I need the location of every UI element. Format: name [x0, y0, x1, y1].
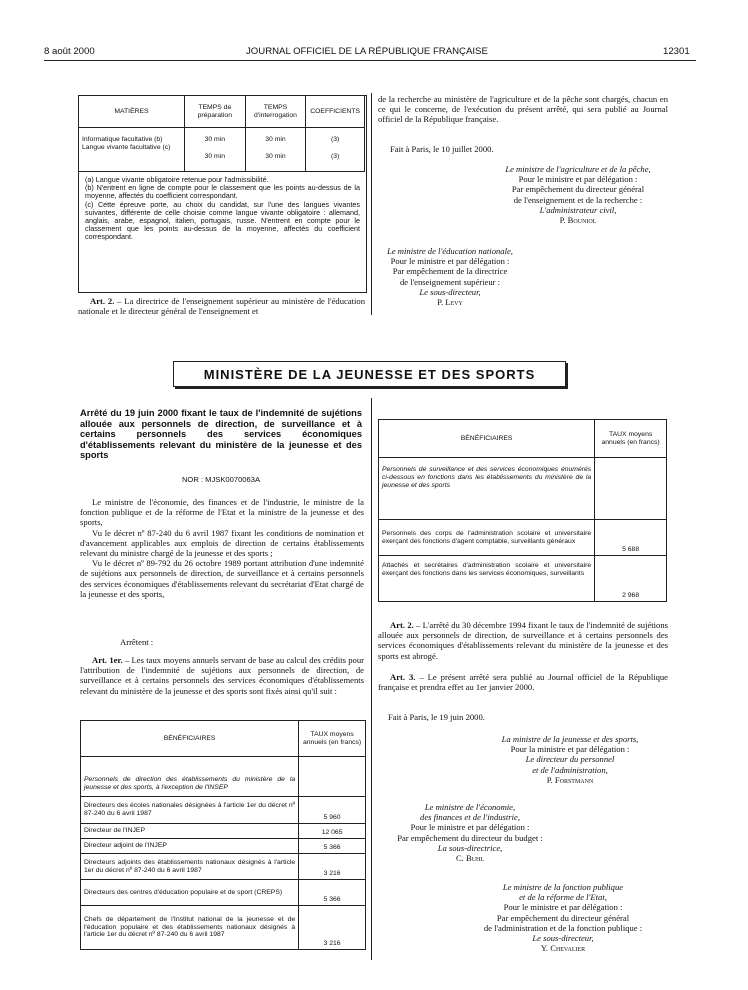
exam-prep: 30 min: [204, 152, 225, 160]
signatory-line: Pour le ministre et par délégation :: [503, 902, 623, 913]
table2-value: 2 968: [595, 556, 667, 602]
signatory-line: Pour la ministre et par délégation :: [510, 744, 630, 755]
exam-row: [79, 128, 365, 172]
journal-title: JOURNAL OFFICIEL DE LA RÉPUBLIQUE FRANÇAISE: [246, 46, 488, 57]
signatory-title: et de la réforme de l'Etat,: [519, 892, 607, 903]
article-label: Art. 2.: [390, 620, 414, 630]
done-paris-1: Fait à Paris, le 10 juillet 2000.: [390, 144, 494, 154]
article-text: – La directrice de l'enseignement supérieur au ministère de l'éducation nationale et le directeur général de l'enseignement et: [78, 296, 366, 317]
ministry-banner-text: MINISTÈRE DE LA JEUNESSE ET DES SPORTS: [203, 366, 536, 382]
exam-header-preparation: TEMPS de préparation: [184, 96, 245, 128]
signatory-line: Par empêchement du directeur général: [511, 184, 645, 195]
table1-value: 5 366: [299, 839, 366, 854]
signatory-line: Pour le ministre et par délégation :: [518, 174, 638, 185]
table1-section: Personnels de direction des établissements du ministère de la jeunesse et des sports, à l'exception de l'INSEP: [81, 757, 299, 797]
table-row: [379, 556, 667, 602]
signatory-role: Le sous-directeur,: [532, 933, 594, 944]
signature-fonction-publique: [458, 882, 668, 953]
table1-label: Directeurs des écoles nationales désignées à l'article 1er du décret nº 87-240 du 6 avril 1987: [81, 797, 299, 824]
signatory-name: P. Forstmann: [546, 774, 594, 785]
table1-value: 3 216: [299, 854, 366, 880]
signature-agriculture: [478, 164, 678, 225]
arrete-title: Arrêté du 19 juin 2000 fixant le taux de l'indemnité de sujétions allouée aux personnels de direction, de surveillance et à certains personnels des services économiques d'établissements relevant du ministère de la jeunesse et des sports: [80, 408, 362, 461]
table-row: [81, 839, 366, 854]
table2-value: 5 688: [595, 520, 667, 556]
article-label: Art. 3.: [390, 672, 416, 682]
table-row: [81, 880, 366, 906]
signatory-line: Pour le ministre et par délégation :: [390, 256, 510, 267]
signatory-title: Le ministre de l'éducation nationale,: [387, 246, 513, 256]
exam-note: (a) Langue vivante obligatoire retenue pour l'admissibilité.: [85, 175, 269, 184]
table1-label: Directeur de l'INJEP: [81, 824, 299, 839]
exam-notes: [79, 171, 366, 242]
header-date: 8 août 2000: [44, 46, 95, 57]
signature-education: [375, 246, 525, 307]
table1-value: 5 960: [299, 797, 366, 824]
surveillance-rates-table: [378, 419, 667, 602]
article-text: – L'arrêté du 30 décembre 1994 fixant le taux de l'indemnité de sujétions allouée aux personnels de direction, de surveillance et à certains personnels des services économiques d'établissements relevant du ministère de la jeunesse et des sports est abrogé.: [378, 620, 668, 661]
table1-header-beneficiaires: BÉNÉFICIAIRES: [81, 721, 299, 757]
signatory-title: des finances et de l'industrie,: [420, 812, 520, 823]
exam-note: (c) Cette épreuve porte, au choix du candidat, sur l'une des langues vivantes suivantes, différente de celle choisie comme langue vivante obligatoire : allemand, anglais, arabe, espagnol, italien, portugais, russe. N'entrent en compte pour le classement que les points au-dessus de la moyenne, affectés du coefficient correspondant.: [85, 199, 360, 242]
continuation-text: de la recherche au ministère de l'agriculture et de la pêche sont chargés, chacun en ce qui le concerne, de l'exécution du présent arrêté, qui sera publié au Journal officiel de la République française.: [378, 94, 668, 125]
signatory-line: de l'enseignement et de la recherche :: [513, 194, 643, 205]
signatory-line: de l'enseignement supérieur :: [399, 276, 501, 287]
table1-header-taux: TAUX moyens annuels (en francs): [299, 721, 366, 757]
nor-reference: NOR : MJSK0070063A: [181, 475, 261, 484]
exam-coef: (3): [331, 136, 340, 143]
exam-note: (b) N'entrent en ligne de compte pour le classement que les points au-dessus de la moyenne, affectés du coefficient correspondant.: [85, 183, 360, 201]
table2-header-beneficiaires: BÉNÉFICIAIRES: [379, 420, 595, 458]
exam-matiere: Langue vivante facultative (c): [82, 143, 171, 151]
article-1: [80, 655, 364, 696]
table2-label: Personnels des corps de l'administration scolaire et universitaire exerçant des fonctions d'agent comptable, surveillants généraux: [379, 520, 595, 556]
table2-label: Attachés et secrétaires d'administration scolaire et universitaire exerçant des fonctions dans les services économiques, surveillants: [379, 556, 595, 602]
signatory-role: et de l'administration,: [532, 764, 608, 775]
article-text: – Les taux moyens annuels servant de base au calcul des crédits pour l'attribution de l'indemnité de sujétions aux personnels de direction, de surveillance et à certains personnels des services économiques d'établissements relevant du ministère de la jeunesse et des sports sont fixés ainsi qu'il suit :: [80, 655, 364, 696]
signatory-title: La ministre de la jeunesse et des sports,: [501, 734, 639, 744]
table1-value: 3 216: [299, 906, 366, 950]
signatory-name: C. Buhl: [455, 853, 485, 864]
article-text: – Le présent arrêté sera publié au Journal officiel de la République française et prendra effet au 1er janvier 2000.: [378, 672, 668, 693]
table-row: [81, 824, 366, 839]
header-rule: [44, 60, 696, 61]
signatory-line: Par empêchement de la directrice: [392, 266, 508, 277]
signature-jeunesse: [470, 734, 670, 785]
done-paris-2: Fait à Paris, le 19 juin 2000.: [388, 712, 485, 722]
arretent: Arrêtent :: [120, 637, 154, 647]
signatory-line: Pour le ministre et par délégation :: [410, 822, 530, 833]
column-divider-bottom: [371, 398, 372, 960]
signatory-role: Le sous-directeur,: [419, 286, 481, 297]
signatory-title: Le ministre de la fonction publique: [502, 882, 624, 892]
exam-coef: (3): [331, 152, 340, 160]
page-number: 12301: [663, 46, 690, 57]
exam-header-matieres: MATIÈRES: [79, 96, 185, 128]
article-3-right: [378, 672, 668, 692]
article-label: Art. 1er.: [92, 655, 123, 665]
signatory-line: Par empêchement du directeur du budget :: [397, 832, 543, 843]
visa-paragraph: Vu le décret nº 89-792 du 26 octobre 1989 portant attribution d'une indemnité de sujétions aux personnels de direction, de surveillance et à certains personnels des services économiques d'établissements relevant du secrétariat d'Etat chargé de la jeunesse et des sports,: [80, 558, 364, 599]
visa-paragraph: Le ministre de l'économie, des finances et de l'industrie, le ministre de la fonction publique et de la réforme de l'Etat et la ministre de la jeunesse et des sports,: [80, 497, 364, 528]
article-label: Art. 2.: [90, 296, 115, 306]
table1-label: Directeur adjoint de l'INJEP: [81, 839, 299, 854]
signatory-title: Le ministre de l'économie,: [424, 802, 516, 812]
article-2-right: [378, 620, 668, 661]
table1-label: Directeurs des centres d'éducation populaire et de sport (CREPS): [81, 880, 299, 906]
signatory-title: Le ministre de l'agriculture et de la pêche,: [505, 164, 651, 174]
signature-economie: [385, 802, 555, 863]
exam-header-interrogation: TEMPS d'interrogation: [245, 96, 306, 128]
signatory-line: de l'administration et de la fonction publique :: [483, 922, 643, 933]
right-top-continuation: [378, 94, 668, 125]
signatory-role: L'administrateur civil,: [539, 204, 617, 215]
exam-matiere: Informatique facultative (b): [82, 136, 163, 143]
exam-prep: 30 min: [204, 136, 225, 143]
table1-label: Directeurs adjoints des établissements nationaux désignés à l'article 1er du décret nº 87-240 du 6 avril 1987: [81, 854, 299, 880]
visa-paragraph: Vu le décret nº 87-240 du 6 avril 1987 fixant les conditions de nomination et d'avancement applicables aux emplois de direction de certains établissements relevant du ministre chargé de la jeunesse et des sports ;: [80, 527, 364, 559]
table-row: [81, 797, 366, 824]
signatory-role: La sous-directrice,: [437, 842, 503, 853]
table-row: [81, 906, 366, 950]
exam-interr: 30 min: [265, 152, 286, 160]
exam-interr: 30 min: [265, 136, 286, 143]
exam-table: [78, 95, 365, 172]
table1-value: 12 065: [299, 824, 366, 839]
direction-rates-table: [80, 720, 366, 950]
arrete-visas: [80, 497, 364, 599]
left-top-article: [78, 296, 365, 316]
table1-label: Chefs de département de l'Institut national de la jeunesse et de l'éducation populaire et des établissements nationaux désignés à l'article 1er du décret nº 87-240 du 6 avril 1987: [81, 906, 299, 950]
table2-header-taux: TAUX moyens annuels (en francs): [595, 420, 667, 458]
signatory-role: Le directeur du personnel: [525, 754, 615, 765]
signatory-name: P. Bouniol: [559, 215, 597, 226]
column-divider-top: [371, 93, 372, 315]
signatory-line: Par empêchement du directeur général: [496, 912, 630, 923]
exam-header-coefficients: COEFFICIENTS: [306, 96, 365, 128]
signatory-name: Y. Chevalier: [540, 943, 586, 954]
ministry-banner: [173, 361, 566, 387]
table-row: [379, 520, 667, 556]
table1-value: 5 366: [299, 880, 366, 906]
table2-section: Personnels de surveillance et des services économiques énumérés ci-dessous en fonctions dans les établissements du ministère de la jeunesse et des sports: [379, 458, 595, 520]
table-row: [81, 854, 366, 880]
exam-table-box: [78, 95, 367, 293]
signatory-name: P. Levy: [437, 297, 463, 308]
